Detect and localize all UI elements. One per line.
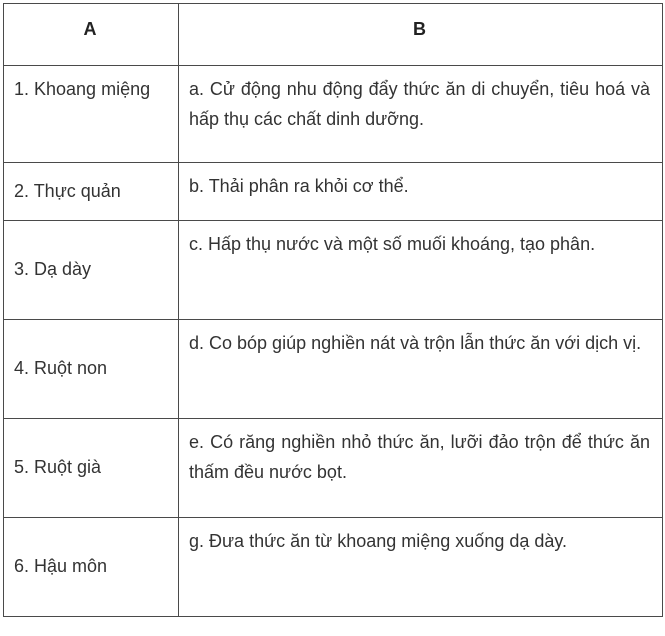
organ-cell: 5. Ruột già (4, 419, 179, 518)
function-cell: b. Thải phân ra khỏi cơ thể. (179, 163, 663, 221)
header-column-a: A (4, 4, 179, 66)
header-column-b: B (179, 4, 663, 66)
organ-cell: 3. Dạ dày (4, 221, 179, 320)
organ-cell: 1. Khoang miệng (4, 66, 179, 163)
table-row (4, 320, 663, 419)
table-row (4, 66, 663, 163)
function-cell: e. Có răng nghiền nhỏ thức ăn, lưỡi đảo trộn để thức ăn thấm đều nước bọt. (179, 419, 663, 518)
function-cell: g. Đưa thức ăn từ khoang miệng xuống dạ dày. (179, 518, 663, 617)
organ-cell: 4. Ruột non (4, 320, 179, 419)
matching-table (3, 3, 663, 617)
table-header-row (4, 4, 663, 66)
function-cell: c. Hấp thụ nước và một số muối khoáng, tạo phân. (179, 221, 663, 320)
function-cell: a. Cử động nhu động đẩy thức ăn di chuyển, tiêu hoá và hấp thụ các chất dinh dưỡng. (179, 66, 663, 163)
table-row (4, 518, 663, 617)
table-row (4, 163, 663, 221)
table-row (4, 221, 663, 320)
function-cell: d. Co bóp giúp nghiền nát và trộn lẫn thức ăn với dịch vị. (179, 320, 663, 419)
organ-cell: 2. Thực quản (4, 163, 179, 221)
organ-cell: 6. Hậu môn (4, 518, 179, 617)
table-row (4, 419, 663, 518)
